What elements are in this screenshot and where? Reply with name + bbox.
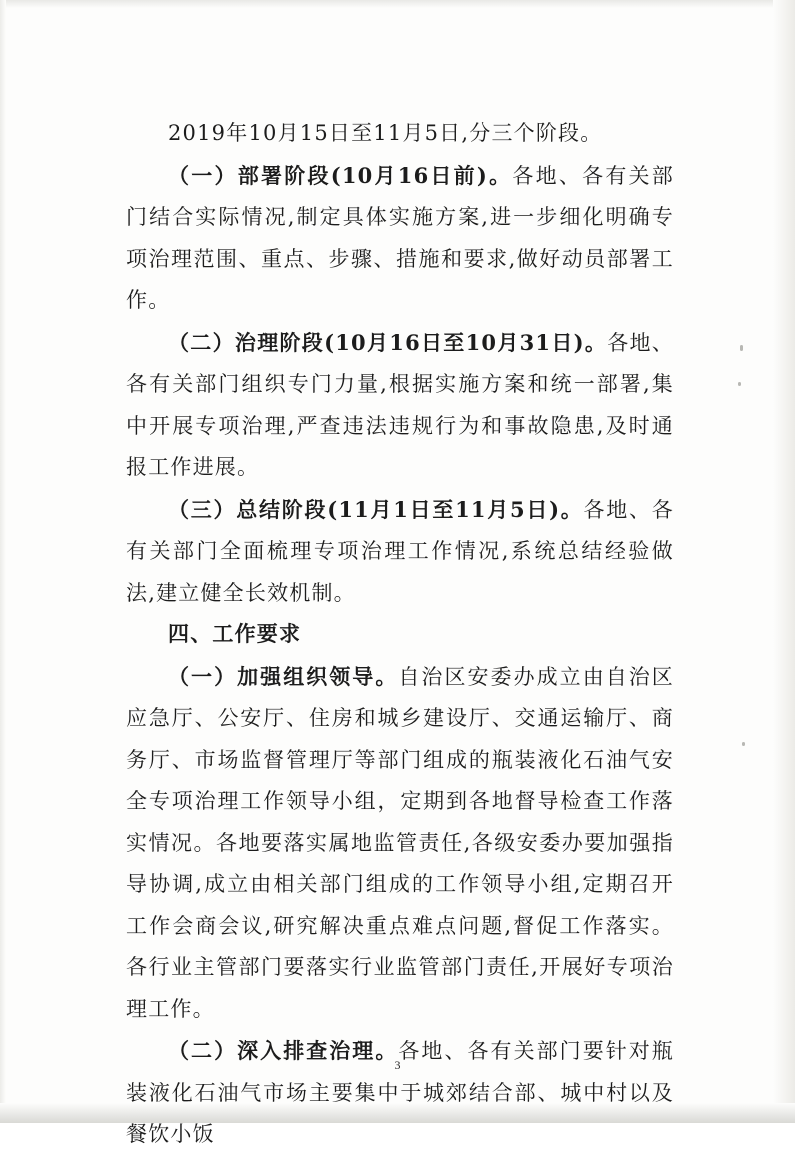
paragraph-text: 自治区安委办成立由自治区应急厅、公安厅、住房和城乡建设厅、交通运输厅、商务厅、市场监督管理厅等部门组成的瓶装液化石油气安全专项治理工作领导小组，定期到各地督导检查工作落实情况。各地要落实属地监管责任,各级安委办要加强指导协调,成立由相关部门组成的工作领导小组,定期召开工作会商会议,研究解决重点难点问题,督促工作落实。各行业主管部门要落实行业监管部门责任,开展好专项治理工作。 — [126, 664, 675, 1021]
paragraph-governance-stage — [126, 322, 674, 489]
paragraph-lead: （二）深入排查治理。 — [168, 1038, 399, 1063]
paragraph-text: 各地、各有关部门组织专门力量,根据实施方案和统一部署,集中开展专项治理,严查违法违规行为和事故隐患,及时通报工作进展。 — [126, 330, 674, 479]
paragraph-lead: （二）治理阶段(10月16日至10月31日)。 — [168, 329, 608, 355]
paragraph-text: 各地、各有关部门要针对瓶装液化石油气市场主要集中于城郊结合部、城中村以及餐饮小饭 — [126, 1039, 675, 1146]
scan-edge-left — [0, 0, 6, 1123]
document-body — [126, 113, 674, 1156]
scan-edge-top — [0, 0, 795, 8]
scan-edge-right — [773, 0, 795, 1123]
paragraph-deployment-stage — [126, 155, 674, 322]
paragraph-summary-stage — [126, 489, 674, 615]
scan-speck — [742, 742, 745, 746]
paragraph-lead: （一）加强组织领导。 — [168, 663, 399, 689]
paragraph-organization — [126, 656, 674, 1031]
scan-speck — [738, 382, 741, 386]
paragraph-text: 各地、各有关部门全面梳理专项治理工作情况,系统总结经验做法,建立健全长效机制。 — [126, 497, 674, 605]
paragraph-text: 2019年10月15日至11月5日,分三个阶段。 — [168, 121, 603, 145]
section-heading: 四、工作要求 — [168, 622, 302, 646]
scan-speck — [740, 345, 743, 351]
page-number: 3 — [394, 1058, 401, 1072]
paragraph-lead: （三）总结阶段(11月1日至11月5日)。 — [168, 496, 584, 522]
paragraph-timeline — [126, 113, 674, 155]
paragraph-inspection — [126, 1030, 674, 1156]
paragraph-text: 各地、各有关部门结合实际情况,制定具体实施方案,进一步细化明确专项治理范围、重点、步骤、措施和要求,做好动员部署工作。 — [126, 163, 675, 312]
paragraph-lead: （一）部署阶段(10月16日前)。 — [168, 162, 513, 188]
